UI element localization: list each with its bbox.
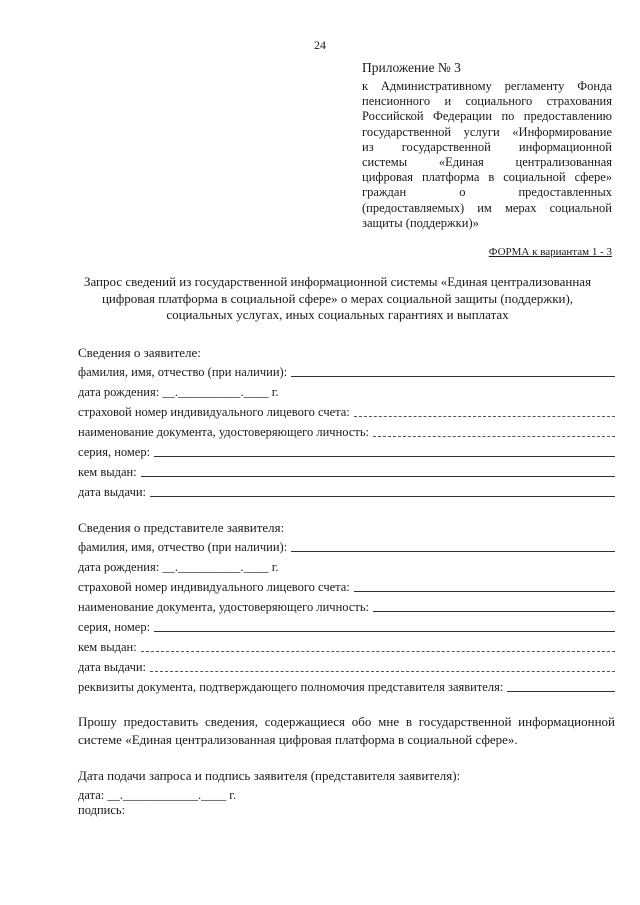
representative-doc-line[interactable] [373, 600, 615, 612]
applicant-fio-field[interactable] [78, 363, 615, 380]
representative-fio-label: фамилия, имя, отчество (при наличии): [78, 540, 288, 554]
applicant-fio-line[interactable] [291, 365, 615, 377]
representative-authority-field[interactable] [78, 678, 615, 695]
representative-authority-label: реквизиты документа, подтверждающего полномочия представителя заявителя: [78, 680, 504, 694]
appendix-line: граждан о предоставленных [362, 185, 612, 200]
appendix-line: цифровая платформа в социальной сфере» [362, 170, 612, 185]
representative-issued-by-field[interactable] [78, 638, 615, 655]
applicant-series-field[interactable] [78, 443, 615, 460]
appendix-line: из государственной информационной [362, 139, 612, 154]
request-title [60, 274, 615, 324]
representative-doc-field[interactable] [78, 598, 615, 615]
applicant-snils-line[interactable] [354, 405, 615, 417]
representative-authority-line[interactable] [507, 680, 615, 692]
representative-issue-date-line[interactable] [150, 660, 615, 672]
appendix-body [362, 79, 612, 231]
representative-fio-field[interactable] [78, 538, 615, 555]
appendix-line: к Административному регламенту Фонда [362, 79, 612, 93]
representative-snils-field[interactable] [78, 578, 615, 595]
applicant-snils-label: страховой номер индивидуального лицевого счета: [78, 405, 350, 419]
applicant-series-label: серия, номер: [78, 445, 151, 459]
representative-snils-label: страховой номер индивидуального лицевого счета: [78, 580, 350, 594]
applicant-heading: Сведения о заявителе: [78, 345, 201, 360]
representative-series-label: серия, номер: [78, 620, 151, 634]
request-title-line: Запрос сведений из государственной информационной системы «Единая централизованная [83, 274, 592, 289]
applicant-fio-label: фамилия, имя, отчество (при наличии): [78, 365, 288, 379]
representative-issue-date-label: дата выдачи: [78, 660, 147, 674]
appendix-line: системы «Единая централизованная [362, 154, 612, 169]
applicant-doc-line[interactable] [373, 425, 615, 437]
applicant-doc-field[interactable] [78, 423, 615, 440]
appendix-line: (предоставляемых) им мерах социальной [362, 200, 612, 215]
applicant-issued-by-label: кем выдан: [78, 465, 137, 479]
request-title-line: социальных услугах, иных социальных гарантиях и выплатах [166, 307, 509, 322]
representative-fio-line[interactable] [291, 540, 615, 552]
form-variant: ФОРМА к вариантам 1 - 3 [488, 246, 612, 258]
request-paragraph-line: Прошу предоставить сведения, содержащиеся обо мне в государственной информационной [78, 714, 615, 729]
applicant-birth-date-field[interactable] [78, 383, 283, 400]
representative-snils-line[interactable] [354, 580, 615, 592]
submission-signature[interactable]: подпись: [78, 803, 126, 817]
applicant-issue-date-label: дата выдачи: [78, 485, 147, 499]
representative-series-line[interactable] [154, 620, 615, 632]
representative-issue-date-field[interactable] [78, 658, 615, 675]
appendix-title: Приложение № 3 [362, 60, 461, 75]
submission-date[interactable]: дата: __.____________.____ г. [78, 788, 237, 802]
applicant-issue-date-field[interactable] [78, 483, 615, 500]
representative-birth-date-label: дата рождения: __.__________.____ г. [78, 560, 279, 574]
request-paragraph [78, 713, 615, 749]
representative-birth-date-field[interactable] [78, 558, 283, 575]
applicant-issued-by-field[interactable] [78, 463, 615, 480]
applicant-issued-by-line[interactable] [141, 465, 615, 477]
representative-issued-by-label: кем выдан: [78, 640, 137, 654]
request-title-line: цифровая платформа в социальной сфере» о мерах социальной защиты (поддержки), [101, 290, 574, 306]
applicant-snils-field[interactable] [78, 403, 615, 420]
submission-heading: Дата подачи запроса и подпись заявителя (представителя заявителя): [78, 768, 461, 783]
appendix-line: защиты (поддержки)» [362, 215, 479, 230]
applicant-birth-date-label: дата рождения: __.__________.____ г. [78, 385, 279, 399]
request-paragraph-line: системе «Единая централизованная цифровая платформа в социальной сфере». [78, 732, 518, 747]
representative-issued-by-line[interactable] [141, 640, 615, 652]
appendix-line: государственной услуги «Информирование [362, 124, 612, 139]
appendix-line: пенсионного и социального страхования [362, 94, 612, 109]
representative-series-field[interactable] [78, 618, 615, 635]
appendix-line: Российской Федерации по предоставлению [362, 109, 612, 124]
representative-heading: Сведения о представителе заявителя: [78, 520, 285, 535]
applicant-doc-label: наименование документа, удостоверяющего личность: [78, 425, 370, 439]
representative-doc-label: наименование документа, удостоверяющего личность: [78, 600, 370, 614]
applicant-series-line[interactable] [154, 445, 615, 457]
applicant-issue-date-line[interactable] [150, 485, 615, 497]
page-number: 24 [314, 38, 326, 52]
